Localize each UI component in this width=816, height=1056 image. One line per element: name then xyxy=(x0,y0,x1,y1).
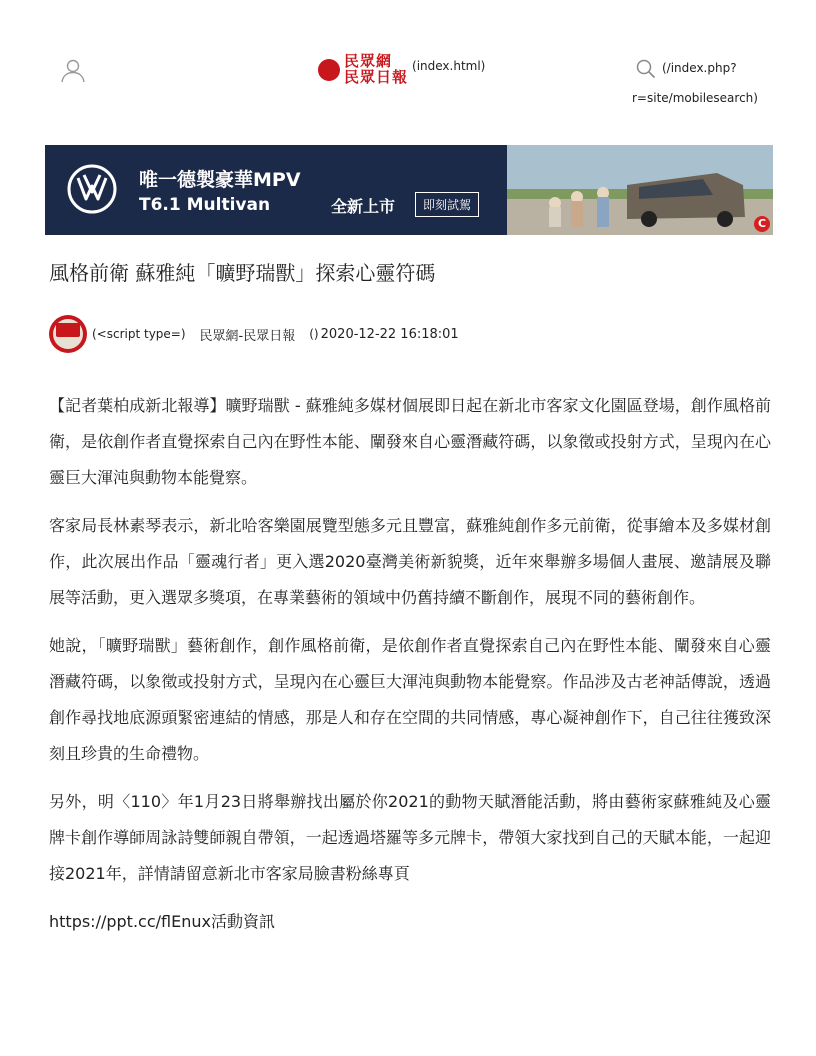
empty-parens: () xyxy=(309,327,319,341)
site-logo[interactable] xyxy=(318,53,485,85)
article-title: 風格前衛 蘇雅純「曠野瑞獸」探索心靈符碼 xyxy=(49,261,436,285)
banner-model: T6.1 Multivan xyxy=(139,195,271,215)
activity-link[interactable]: https://ppt.cc/flEnux活動資訊 xyxy=(49,912,275,931)
ad-choice-icon[interactable]: C xyxy=(754,216,770,232)
home-link[interactable]: (index.html) xyxy=(412,59,486,73)
logo-seal-icon xyxy=(318,59,340,81)
author-name: 民眾網-民眾日報 xyxy=(199,328,296,344)
van-photo xyxy=(507,145,773,235)
paragraph: 她說，「曠野瑞獸」藝術創作，創作風格前衛，是依創作者直覺探索自己內在野性本能、闡發來自心靈潛藏符碼，以象徵或投射方式，呈現內在心靈巨大渾沌與動物本能覺察。作品涉及古老神話傳說，透過創作尋找地底源頭緊密連結的情感，那是人和存在空間的共同情感，專心凝神創作下，自己往往獲致深刻且珍貴的生命禮物。 xyxy=(49,636,771,763)
publish-datetime: 2020-12-22 16:18:01 xyxy=(320,326,459,342)
logo-line-1: 民眾網 xyxy=(344,52,393,70)
article-meta xyxy=(49,314,459,354)
ad-banner[interactable] xyxy=(45,145,773,235)
test-drive-button[interactable]: 即刻試駕 xyxy=(415,192,479,217)
script-placeholder-text: (<script type=) xyxy=(92,327,186,341)
user-icon[interactable] xyxy=(60,57,86,83)
banner-launch: 全新上市 xyxy=(331,197,396,216)
paragraph: 另外，明〈110〉年1月23日將舉辦找出屬於你2021的動物天賦潛能活動，將由藝術家蘇雅純及心靈牌卡創作導師周詠詩雙師親自帶領，一起透過塔羅等多元牌卡，帶領大家找到自己的天賦本能，一起迎接2021年，詳情請留意新北市客家局臉書粉絲專頁 xyxy=(49,792,771,883)
search-link[interactable] xyxy=(632,61,802,105)
paragraph: 客家局長林素琴表示，新北哈客樂園展覽型態多元且豐富，蘇雅純創作多元前衛，從事繪本及多媒材創作，此次展出作品「靈魂行者」更入選2020臺灣美術新貌獎，近年來舉辦多場個人畫展、邀請展及聯展等活動，更入選眾多獎項，在專業藝術的領域中仍舊持續不斷創作，展現不同的藝術創作。 xyxy=(49,516,771,607)
article-body xyxy=(49,388,771,952)
vw-logo-icon xyxy=(67,164,117,214)
logo-wordmark xyxy=(344,53,408,85)
search-link-line-1[interactable]: (/index.php? xyxy=(662,61,737,75)
search-link-line-2[interactable]: r=site/mobilesearch) xyxy=(632,91,758,105)
author-avatar xyxy=(49,315,87,353)
paragraph: 【記者葉柏成新北報導】曠野瑞獸 - 蘇雅純多媒材個展即日起在新北市客家文化園區登場，創作風格前衛，是依創作者直覺探索自己內在野性本能、闡發來自心靈潛藏符碼，以象徵或投射方式，呈現內在心靈巨大渾沌與動物本能覺察。 xyxy=(49,396,771,487)
logo-line-2: 民眾日報 xyxy=(344,68,409,86)
banner-headline: 唯一德製豪華MPV xyxy=(139,169,301,191)
